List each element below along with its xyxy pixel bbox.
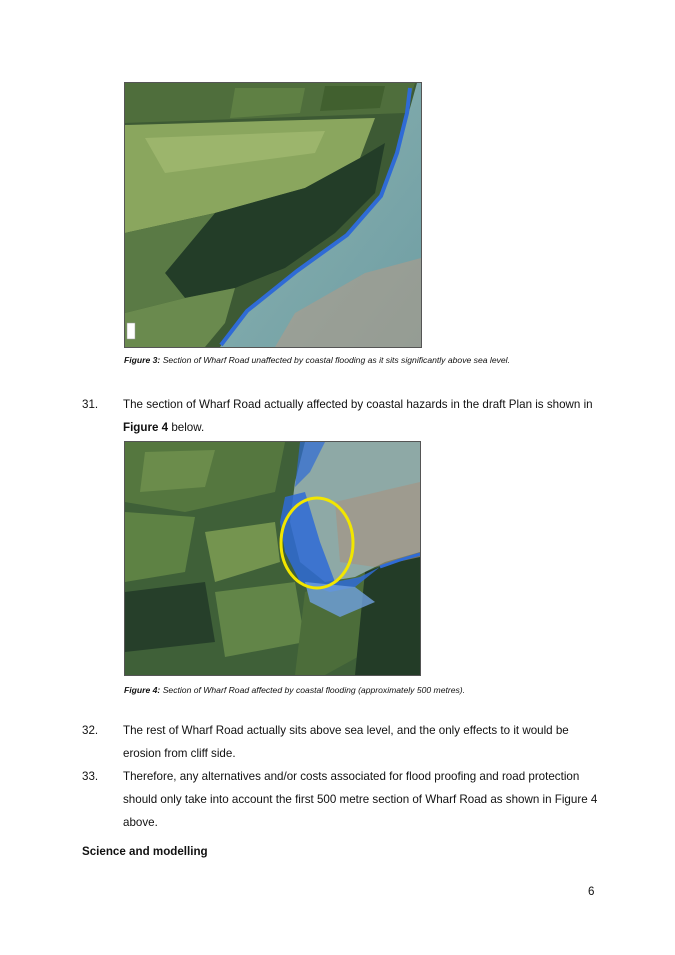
figure-4-reference: Figure 4 (123, 421, 169, 434)
paragraph-32-line-1: The rest of Wharf Road actually sits above sea level, and the only effects to it would be (123, 724, 569, 737)
figure-3-label: Figure 3: (124, 355, 161, 365)
aerial-map-affected (125, 442, 420, 675)
figure-4-image (124, 441, 421, 676)
page-number: 6 (588, 885, 595, 898)
paragraph-number: 33. (82, 770, 99, 783)
figure-3-caption (124, 355, 510, 365)
paragraph-32-line-2: erosion from cliff side. (123, 747, 236, 760)
figure-3-image (124, 82, 422, 348)
paragraph-33-line-1: Therefore, any alternatives and/or costs associated for flood proofing and road protection (123, 770, 580, 783)
paragraph-number: 31. (82, 398, 99, 411)
paragraph-33-line-2: should only take into account the first 500 metre section of Wharf Road as shown in Figure 4 (123, 793, 598, 806)
aerial-map-unaffected (125, 83, 421, 347)
paragraph-31-line-2: below. (168, 421, 205, 434)
section-heading: Science and modelling (82, 845, 208, 858)
paragraph-number: 32. (82, 724, 99, 737)
figure-4-caption (124, 685, 465, 695)
figure-4-label: Figure 4: (124, 685, 161, 695)
figure-3-caption-text: Section of Wharf Road unaffected by coastal flooding as it sits significantly above sea level. (162, 355, 510, 365)
paragraph-33-line-3: above. (123, 816, 158, 829)
paragraph-31-line-1: The section of Wharf Road actually affected by coastal hazards in the draft Plan is shown in (123, 398, 593, 411)
figure-4-caption-text: Section of Wharf Road affected by coastal flooding (approximately 500 metres). (162, 685, 466, 695)
